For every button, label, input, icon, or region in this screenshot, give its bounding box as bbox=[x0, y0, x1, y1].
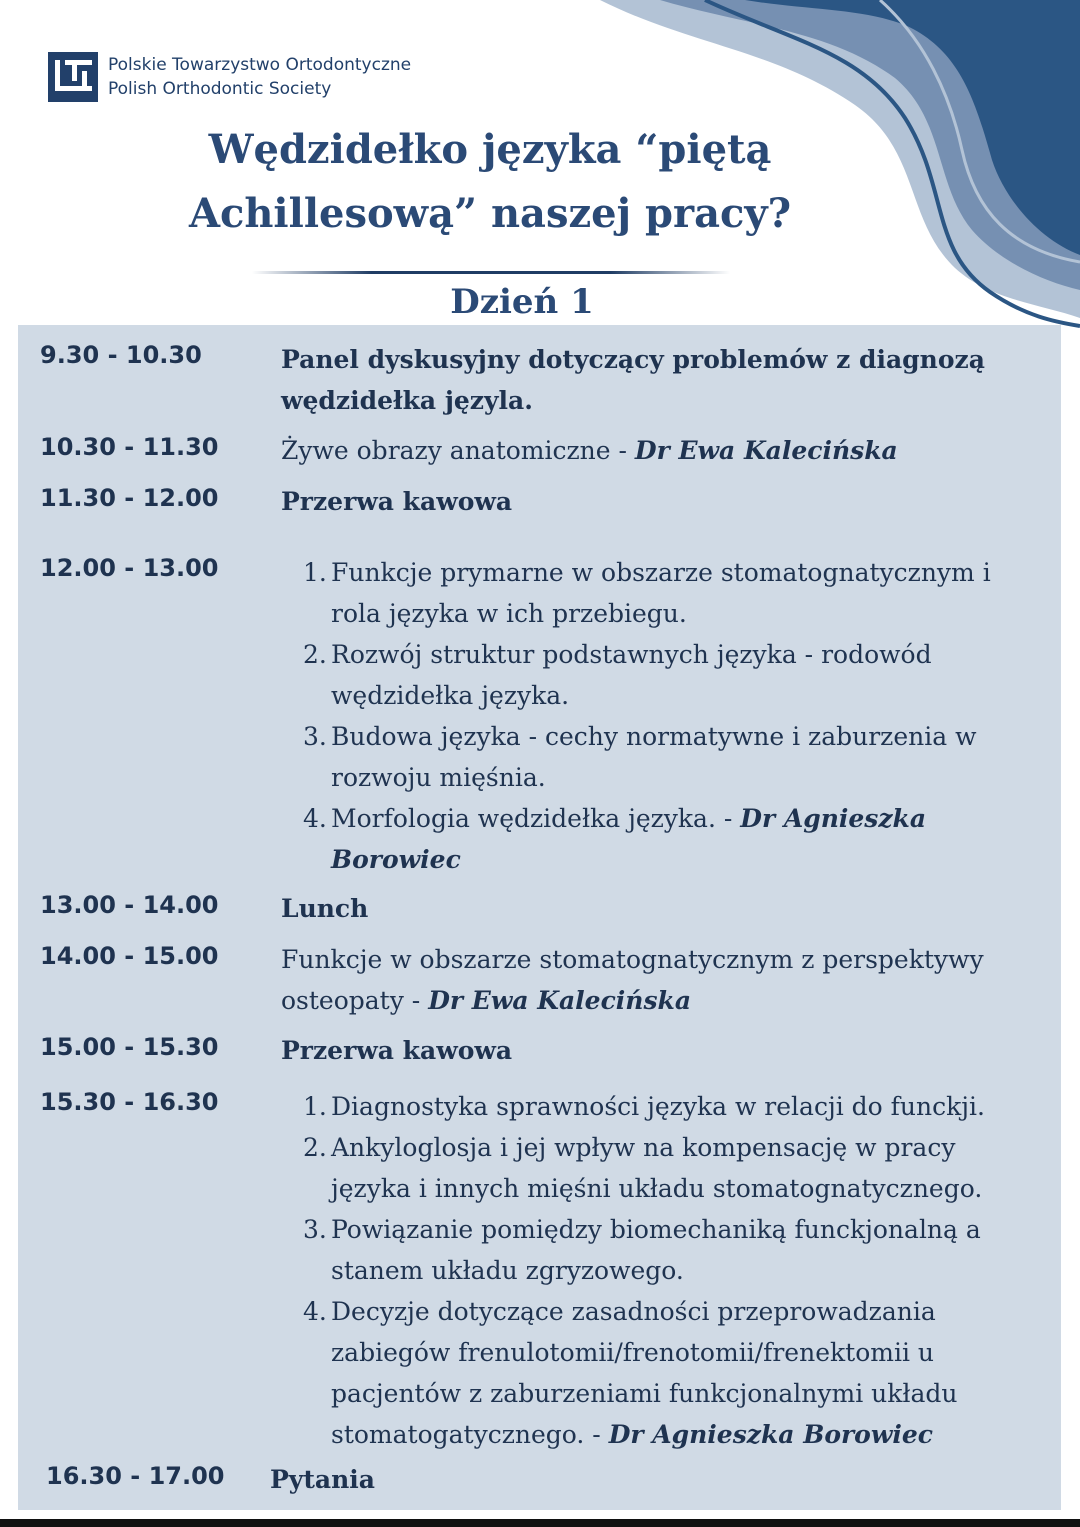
title-line-1: Wędzidełko języka “piętą bbox=[208, 126, 772, 173]
session-title bbox=[281, 430, 1043, 471]
list-item: 3. Budowa języka - cechy normatywne i zaburzenia w rozwoju mięśnia. bbox=[303, 722, 977, 792]
list-item: 2. Rozwój struktur podstawnych języka - rodowód wędzidełka języka. bbox=[303, 640, 932, 710]
session-title: Panel dyskusyjny dotyczący problemów z diagnozą wędzidełka języla. bbox=[281, 345, 985, 415]
session-title: Pytania bbox=[270, 1465, 375, 1494]
list-item: 4. Decyzje dotyczące zasadności przeprowadzania zabiegów frenulotomii/frenotomii/frenektomii u pacjentów z zaburzeniami funkcjonalnymi układu stomatogatycznego. - Dr Agnieszka Borowiec bbox=[303, 1297, 958, 1449]
speaker-name: Dr Ewa Kalecińska bbox=[634, 436, 898, 465]
speaker-name: Dr Ewa Kalecińska bbox=[428, 986, 692, 1015]
list-item: 4. Morfologia wędzidełka języka. - Dr Agnieszka Borowiec bbox=[303, 804, 927, 874]
time-slot: 16.30 - 17.00 bbox=[46, 1462, 225, 1490]
session-title: Przerwa kawowa bbox=[281, 487, 513, 516]
time-slot: 10.30 - 11.30 bbox=[40, 433, 219, 461]
session-title: Lunch bbox=[281, 894, 369, 923]
list-item: 1. Funkcje prymarne w obszarze stomatognatycznym i rola języka w ich przebiegu. bbox=[303, 558, 991, 628]
session-title bbox=[281, 939, 1043, 1021]
time-slot: 14.00 - 15.00 bbox=[40, 942, 219, 970]
session-text: Funkcje w obszarze stomatognatycznym z perspektywy osteopaty - bbox=[281, 945, 984, 1015]
title-line-2: Achillesową” naszej pracy? bbox=[188, 190, 792, 237]
day-heading: Dzień 1 bbox=[450, 282, 594, 322]
time-slot: 15.00 - 15.30 bbox=[40, 1033, 219, 1061]
session-list bbox=[281, 1086, 1043, 1455]
bottom-bar bbox=[0, 1519, 1080, 1527]
time-slot: 15.30 - 16.30 bbox=[40, 1088, 219, 1116]
schedule-panel bbox=[18, 325, 1061, 1510]
page-title bbox=[130, 118, 850, 246]
list-item: 3. Powiązanie pomiędzy biomechaniką funckjonalną a stanem układu zgryzowego. bbox=[303, 1215, 981, 1285]
time-slot: 12.00 - 13.00 bbox=[40, 554, 219, 582]
session-list bbox=[281, 552, 1043, 880]
pto-logo-icon bbox=[48, 52, 98, 102]
logo-line-2: Polish Orthodontic Society bbox=[108, 79, 332, 99]
session-text: Żywe obrazy anatomiczne - bbox=[281, 436, 635, 465]
time-slot: 11.30 - 12.00 bbox=[40, 484, 219, 512]
list-item: 1. Diagnostyka sprawności języka w relacji do funckji. bbox=[303, 1092, 985, 1121]
list-item: 2. Ankyloglosja i jej wpływ na kompensację w pracy języka i innych mięśni układu stomatognatycznego. bbox=[303, 1133, 983, 1203]
time-slot: 9.30 - 10.30 bbox=[40, 341, 202, 369]
title-divider bbox=[252, 271, 730, 274]
time-slot: 13.00 - 14.00 bbox=[40, 891, 219, 919]
session-title: Przerwa kawowa bbox=[281, 1036, 513, 1065]
logo-text bbox=[108, 53, 411, 101]
logo bbox=[48, 52, 411, 102]
speaker-name: Dr Agnieszka Borowiec bbox=[608, 1420, 933, 1449]
speaker-name: Dr Agnieszka Borowiec bbox=[331, 804, 927, 874]
logo-line-1: Polskie Towarzystwo Ortodontyczne bbox=[108, 55, 412, 75]
